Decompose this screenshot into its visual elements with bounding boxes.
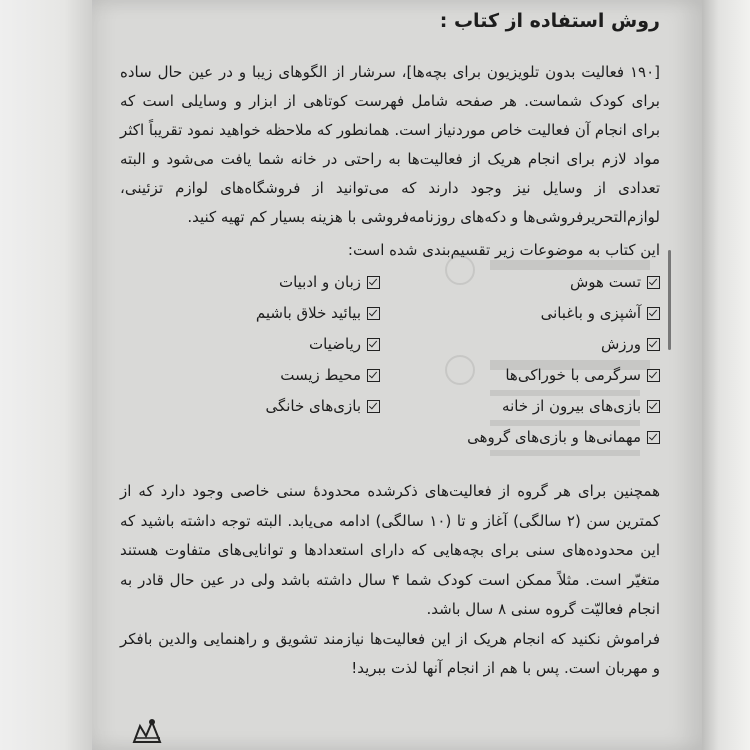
checkbox-icon: [647, 369, 660, 382]
topics-column-right: [400, 267, 660, 453]
checkbox-icon: [647, 307, 660, 320]
page-edge: [702, 0, 750, 750]
checkbox-icon: [647, 400, 660, 413]
checkbox-icon: [647, 338, 660, 351]
topics-column-left: [120, 267, 380, 453]
topic-item: بازی‌های بیرون از خانه: [400, 391, 660, 422]
checkbox-icon: [367, 369, 380, 382]
checkbox-icon: [367, 307, 380, 320]
checkbox-icon: [367, 400, 380, 413]
page-marker: [668, 250, 671, 350]
age-range-paragraph: همچنین برای هر گروه از فعالیت‌های ذکرشده محدودهٔ سنی خاصی وجود دارد که از کمترین سن (۲ سالگی) آغاز و تا (۱۰ سالگی) ادامه می‌یابد. البته توجه داشته باشید که این محدوده‌های سنی برای بچه‌هایی که دارای استعدادها و توانایی‌های متفاوت هستند متغیّر است. مثلاً ممکن است کودک شما ۴ سال داشته باشد ولی در عین حال قادر به انجام فعالیّت گروه سنی ۸ سال باشد.: [120, 482, 660, 618]
topic-item: ریاضیات: [120, 329, 380, 360]
checkbox-icon: [647, 431, 660, 444]
topic-item: مهمانی‌ها و بازی‌های گروهی: [400, 422, 660, 453]
checkbox-icon: [647, 276, 660, 289]
book-gutter: [0, 0, 92, 750]
topic-item: بازی‌های خانگی: [120, 391, 380, 422]
intro-paragraph: [۱۹۰ فعالیت بدون تلویزیون برای بچه‌ها]، سرشار از الگوهای زیبا و در عین حال ساده برای کودک شماست. هر صفحه شامل فهرست کوتاهی از ابزار و وسایلی است که برای انجام آن فعالیت خاص موردنیاز است. همانطور که ملاحظه خواهید نمود تقریباً اکثر مواد لازم برای انجام هریک از فعالیت‌ها به راحتی در خانه شما یافت می‌شود و البته تعدادی از وسایل نیز وجود دارند که می‌توانید از فروشگاه‌های لوازم تزئینی، لوازم‌التحریرفروشی‌ها و دکه‌های روزنامه‌فروشی با هزینه بسیار کم تهیه کنید.: [120, 63, 660, 226]
topic-item: بیائید خلاق باشیم: [120, 298, 380, 329]
topic-item: سرگرمی با خوراکی‌ها: [400, 360, 660, 391]
topic-item: ورزش: [400, 329, 660, 360]
topics-list: [120, 267, 660, 453]
topics-intro: این کتاب به موضوعات زیر تقسیم‌بندی شده است:: [347, 241, 660, 259]
section-heading: روش استفاده از کتاب :: [439, 10, 660, 32]
topic-item: تست هوش: [400, 267, 660, 298]
topic-item: محیط زیست: [120, 360, 380, 391]
topic-item: آشپزی و باغبانی: [400, 298, 660, 329]
checkbox-icon: [367, 338, 380, 351]
publisher-logo-icon: [130, 716, 166, 746]
page-content: [120, 8, 660, 738]
closing-paragraph: فراموش نکنید که انجام هریک از این فعالیت‌ها نیازمند تشویق و راهنمایی والدین بافکر و مهربان است. پس با هم از انجام آنها لذت ببرید!: [120, 629, 660, 677]
checkbox-icon: [367, 276, 380, 289]
topic-item: زبان و ادبیات: [120, 267, 380, 298]
